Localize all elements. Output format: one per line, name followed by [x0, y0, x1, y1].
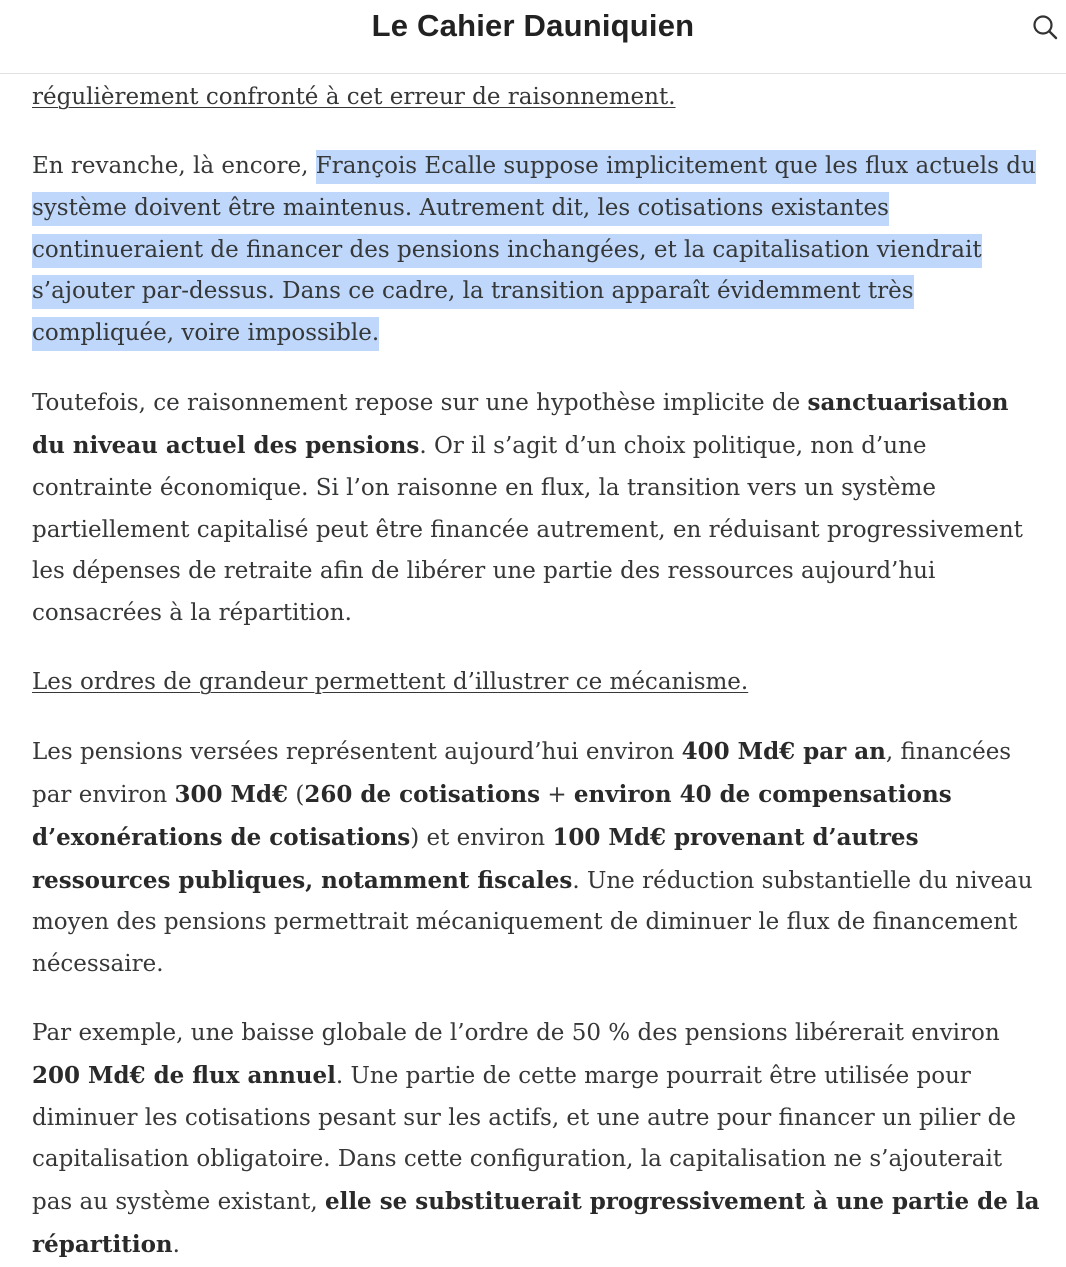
text-run: Toutefois, ce raisonnement repose sur une hypothèse implicite de [32, 390, 808, 417]
text-run: , financées par environ [32, 739, 1012, 808]
text-run: . Or il s’agit d’un choix politique, non d’une contrainte économique. Si l’on raisonne en flux, la transition vers un système partiellement capitalisé peut être financée autrement, en réduisant progressivement les dépenses de retraite afin de libérer une partie des ressources aujourd’hui consacrées à la répartition. [32, 432, 1023, 627]
bold-text: 400 Md€ par an [681, 738, 886, 766]
search-icon [1032, 14, 1058, 40]
top-bar [0, 0, 1066, 74]
bold-text: elle se substituerait progressivement à une partie de la répartition [32, 1188, 1040, 1259]
bold-text: 100 Md€ provenant d’autres ressources publiques, notamment fiscales [32, 823, 919, 894]
paragraph-3 [32, 662, 1042, 704]
site-title[interactable]: Le Cahier Dauniquien [371, 8, 695, 43]
underlined-text: régulièrement confronté à cet erreur de raisonnement. [32, 84, 676, 110]
bold-text: 260 de cotisations [304, 780, 541, 808]
paragraph-0 [32, 77, 1042, 119]
paragraph-1 [32, 146, 1042, 355]
text-run: ) et environ [410, 824, 553, 851]
bold-text: environ 40 de compensations d’exonérations de cotisations [32, 780, 952, 851]
text-run: . [172, 1232, 180, 1259]
underlined-text: Les ordres de grandeur permettent d’illustrer ce mécanisme. [32, 669, 749, 696]
paragraph-2 [32, 382, 1042, 635]
text-run: + [540, 781, 574, 808]
bold-text: 300 Md€ [174, 780, 289, 808]
text-run: . Une réduction substantielle du niveau moyen des pensions permettrait mécaniquement de diminuer le flux de financement nécessaire. [32, 867, 1033, 978]
paragraph-4 [32, 731, 1042, 986]
text-run: ( [288, 781, 305, 808]
article-body [32, 77, 1042, 1267]
selected-text[interactable]: François Ecalle suppose implicitement que les flux actuels du système doivent être maintenus. Autrement dit, les cotisations existantes continueraient de financer des pensions inchangées, et la capitalisation viendrait s’ajouter par-dessus. Dans ce cadre, la transition apparaît évidemment très compliquée, voire impossible. [32, 150, 1036, 351]
search-button[interactable] [1028, 10, 1062, 44]
text-run: Les pensions versées représentent aujourd’hui environ [32, 739, 682, 766]
paragraph-1-lead: En revanche, là encore, [32, 152, 316, 179]
bold-text: sanctuarisation du niveau actuel des pensions [32, 389, 1009, 459]
text-run: Par exemple, une baisse globale de l’ordre de 50 % des pensions libérerait environ [32, 1020, 1000, 1047]
text-run: . Une partie de cette marge pourrait être utilisée pour diminuer les cotisations pesant sur les actifs, et une autre pour financer un pilier de capitalisation obligatoire. Dans cette configuration, la capitalisation ne s’ajouterait pas au système existant, [32, 1062, 1016, 1216]
paragraph-5 [32, 1013, 1042, 1267]
bold-text: 200 Md€ de flux annuel [32, 1061, 336, 1089]
